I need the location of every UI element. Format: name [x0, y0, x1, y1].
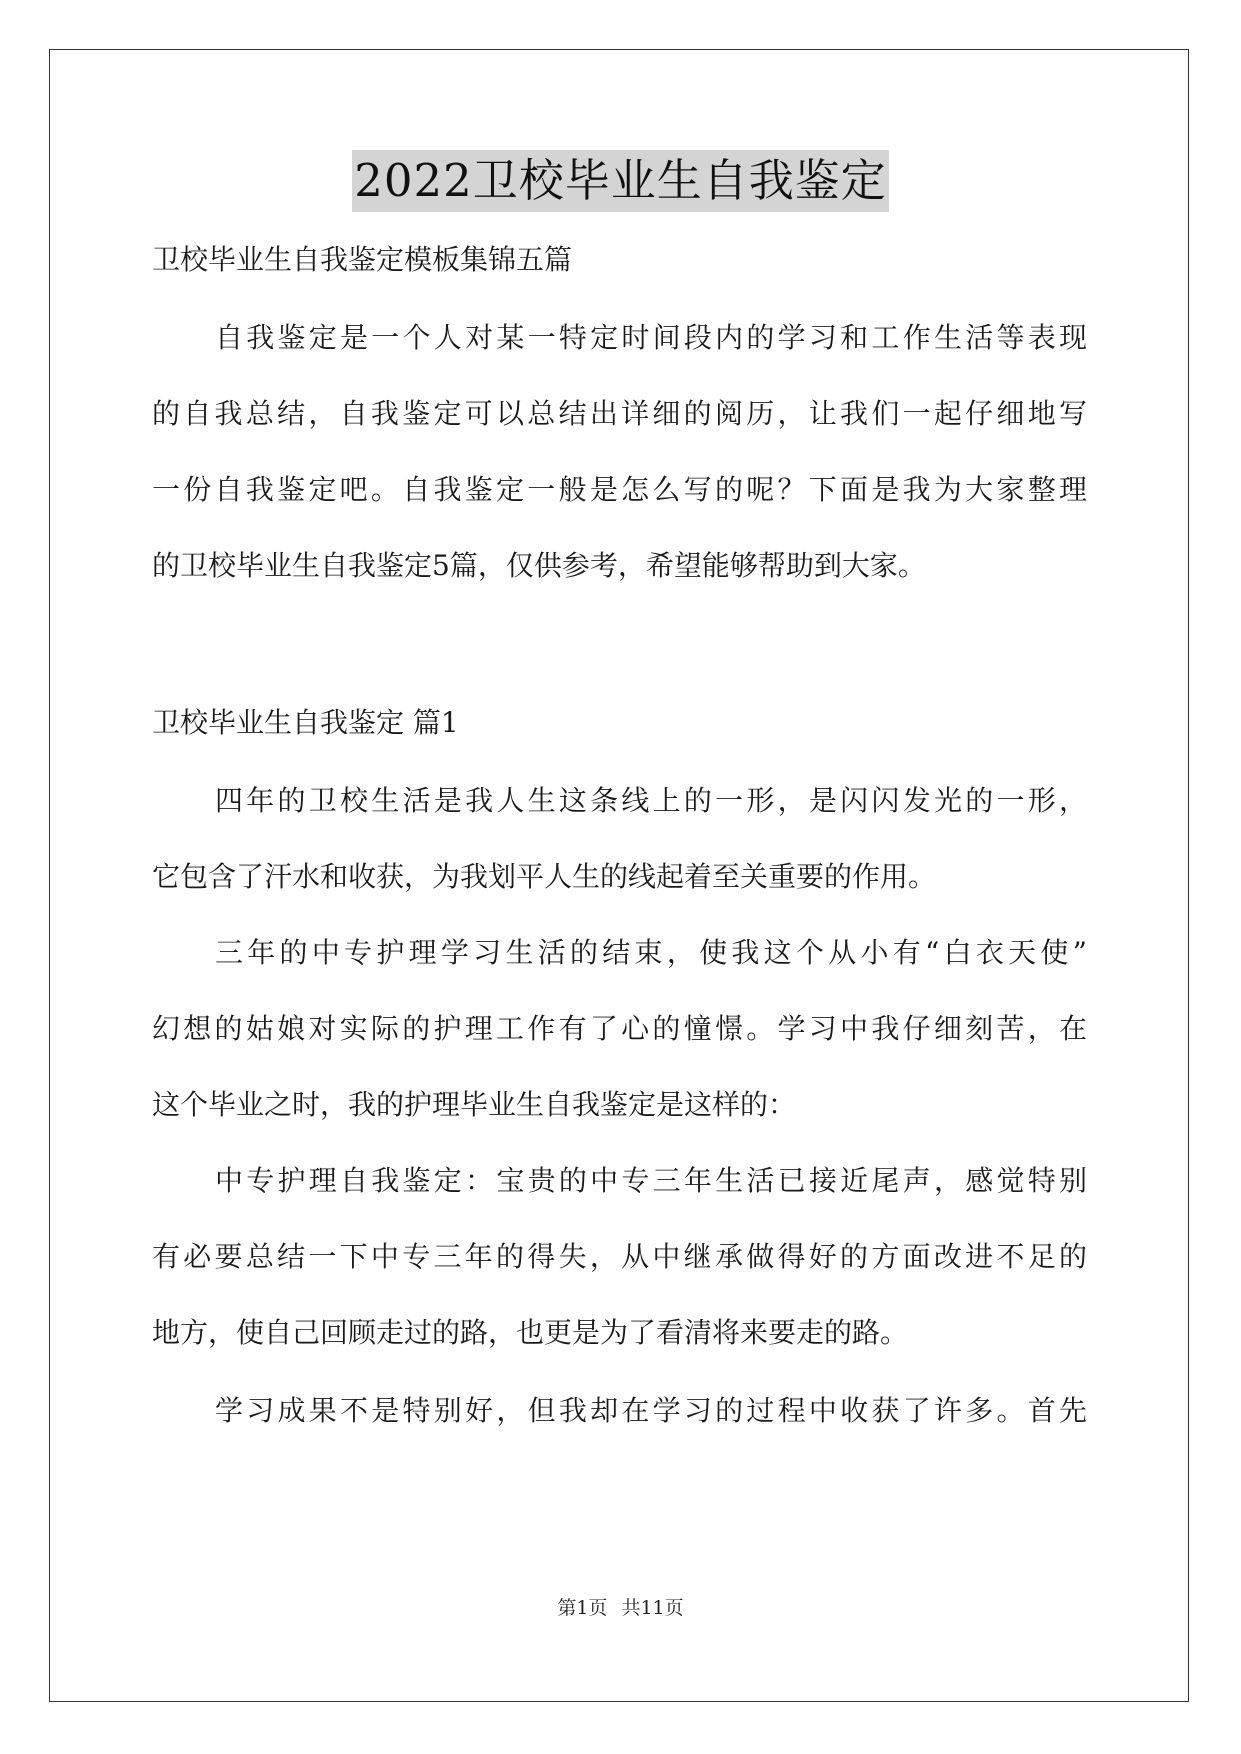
intro-line: 一份自我鉴定吧。自我鉴定一般是怎么写的呢？下面是我为大家整理	[152, 473, 1087, 506]
section-heading: 卫校毕业生自我鉴定 篇1	[152, 706, 459, 739]
body-line: 幻想的姑娘对实际的护理工作有了心的憧憬。学习中我仔细刻苦，在	[152, 1012, 1087, 1045]
body-line: 这个毕业之时，我的护理毕业生自我鉴定是这样的：	[152, 1088, 797, 1121]
intro-line: 自我鉴定是一个人对某一特定时间段内的学习和工作生活等表现	[215, 321, 1087, 354]
body-line: 学习成果不是特别好，但我却在学习的过程中收获了许多。首先	[215, 1394, 1087, 1427]
body-line: 有必要总结一下中专三年的得失，从中继承做得好的方面改进不足的	[152, 1240, 1087, 1273]
body-line: 中专护理自我鉴定：宝贵的中专三年生活已接近尾声，感觉特别	[215, 1164, 1087, 1197]
title-container	[0, 150, 1241, 212]
intro-line: 的卫校毕业生自我鉴定5篇，仅供参考，希望能够帮助到大家。	[152, 549, 926, 582]
document-subtitle: 卫校毕业生自我鉴定模板集锦五篇	[152, 243, 573, 276]
document-title: 2022卫校毕业生自我鉴定	[352, 150, 889, 212]
intro-line: 的自我总结，自我鉴定可以总结出详细的阅历，让我们一起仔细地写	[152, 397, 1087, 430]
body-line: 它包含了汗水和收获，为我划平人生的线起着至关重要的作用。	[152, 860, 937, 893]
body-line: 地方，使自己回顾走过的路，也更是为了看清将来要走的路。	[152, 1316, 909, 1349]
page-footer	[0, 1596, 1241, 1620]
page-number: 第1页	[557, 1597, 608, 1619]
body-line: 四年的卫校生活是我人生这条线上的一形，是闪闪发光的一形，	[215, 784, 1087, 817]
page-total: 共11页	[621, 1597, 684, 1619]
body-line: 三年的中专护理学习生活的结束，使我这个从小有“白衣天使”	[215, 936, 1087, 969]
